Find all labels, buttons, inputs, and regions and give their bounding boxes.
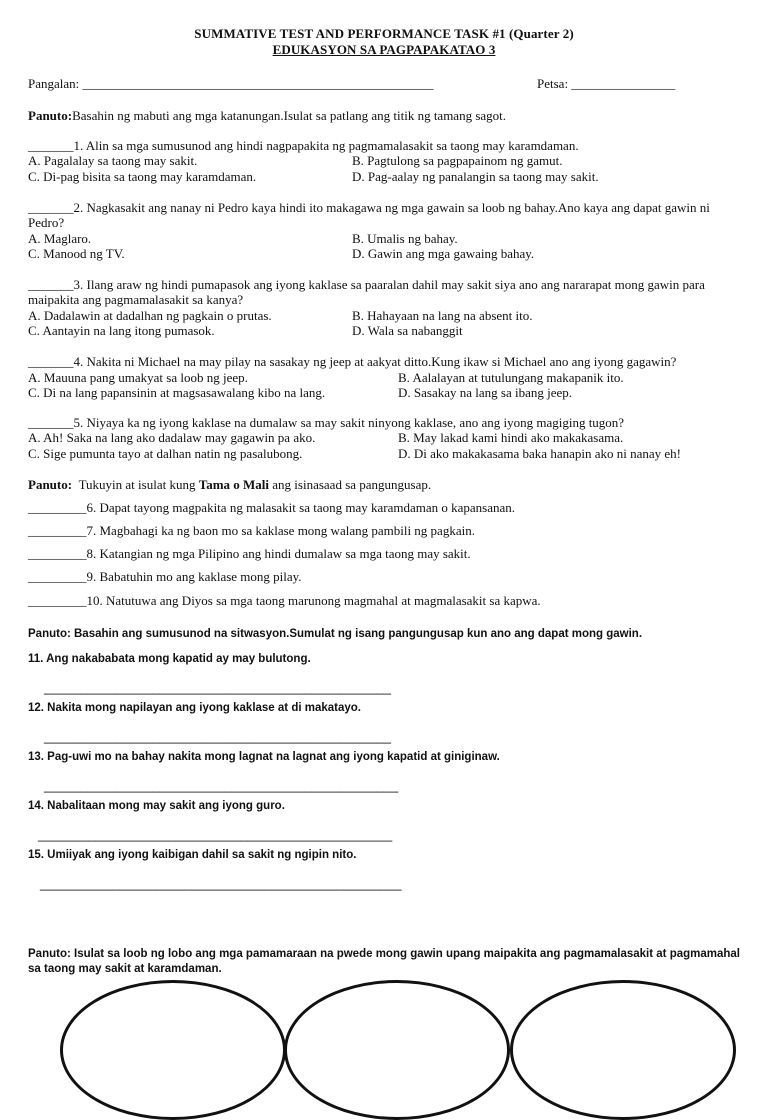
answer-line-12[interactable]: ________________________________________________: [44, 729, 392, 744]
question-3-choice-a[interactable]: A. Dadalawin at dadalhan ng pagkain o prutas.: [28, 308, 272, 323]
name-field[interactable]: Pangalan: ______________________________________________________: [28, 76, 434, 91]
situation-11: 11. Ang nakababata mong kapatid ay may bulutong.: [28, 653, 311, 665]
date-field[interactable]: Petsa: ________________: [537, 76, 676, 91]
part2-instruction: [28, 477, 431, 493]
answer-line-13[interactable]: _________________________________________________: [44, 778, 399, 793]
tama-mali-item-7: _________7. Magbahagi ka ng baon mo sa kaklase mong walang pambili ng pagkain.: [28, 523, 475, 538]
instruction-label: Panuto:: [28, 477, 73, 492]
question-1-choice-a[interactable]: A. Pagalalay sa taong may sakit.: [28, 153, 198, 168]
question-5-choice-b[interactable]: B. May lakad kami hindi ako makakasama.: [398, 430, 624, 445]
situation-12: 12. Nakita mong napilayan ang iyong kaklase at di makatayo.: [28, 702, 361, 714]
question-2-choice-d[interactable]: D. Gawin ang mga gawaing bahay.: [352, 246, 535, 261]
instruction-text: Isulat sa loob ng lobo ang mga pamamaraan na pwede mong gawin upang maipakita ang pagmamalasakit at pagmamahal sa taong may sakit at karamdaman.: [28, 948, 740, 975]
question-5-stem: _______5. Niyaya ka ng iyong kaklase na dumalaw sa may sakit ninyong kaklase, ano ang iyong magiging tugon?: [28, 415, 625, 430]
answer-line-11[interactable]: ________________________________________________: [44, 680, 392, 695]
question-3-stem: _______3. Ilang araw ng hindi pumapasok ang iyong kaklase sa paaralan dahil may sakit siya ano ang nararapat mong gawin para maipakita ang pagmamalasakit sa kanya?: [28, 277, 705, 307]
part3-instruction: Panuto: Basahin ang sumusunod na sitwasyon.Sumulat ng isang pangungusap kun ano ang dapat mong gawin.: [28, 628, 643, 640]
instruction-text: Basahin ng mabuti ang mga katanungan.Isulat sa patlang ang titik ng tamang sagot.: [72, 108, 507, 123]
question-2-choice-b[interactable]: B. Umalis ng bahay.: [352, 231, 458, 246]
question-4-choice-d[interactable]: D. Sasakay na lang sa ibang jeep.: [398, 385, 573, 400]
situation-14: 14. Nabalitaan mong may sakit ang iyong guro.: [28, 800, 285, 812]
tama-mali-item-6: _________6. Dapat tayong magpakita ng malasakit sa taong may karamdaman o kapansanan.: [28, 500, 515, 515]
question-1-stem: _______1. Alin sa mga sumusunod ang hindi nagpapakita ng pagmamalasakit sa taong may karamdaman.: [28, 138, 579, 153]
question-3-choice-c[interactable]: C. Aantayin na lang itong pumasok.: [28, 323, 215, 338]
instruction-label: Panuto:: [28, 108, 73, 123]
situation-13: 13. Pag-uwi mo na bahay nakita mong lagnat na lagnat ang iyong kapatid at giniginaw.: [28, 751, 500, 763]
question-2-choice-c[interactable]: C. Manood ng TV.: [28, 246, 125, 261]
question-3-choice-d[interactable]: D. Wala sa nabanggit: [352, 323, 463, 338]
question-4-stem: _______4. Nakita ni Michael na may pilay na sasakay ng jeep at aakyat ditto.Kung ikaw si Michael ano ang iyong gagawin?: [28, 354, 677, 369]
answer-line-14[interactable]: _________________________________________________: [38, 827, 393, 842]
instruction-text-pre: Tukuyin at isulat kung: [78, 477, 196, 492]
instruction-label: Panuto:: [28, 948, 71, 960]
balloon-3[interactable]: [510, 980, 736, 1120]
question-2-choice-a[interactable]: A. Maglaro.: [28, 231, 92, 246]
instruction-emphasis: Tama o Mali: [198, 477, 270, 492]
balloon-2[interactable]: [284, 980, 510, 1120]
question-5-choice-a[interactable]: A. Ah! Saka na lang ako dadalaw may gagawin pa ako.: [28, 430, 316, 445]
situation-15: 15. Umiiyak ang iyong kaibigan dahil sa sakit ng ngipin nito.: [28, 849, 357, 861]
tama-mali-item-8: _________8. Katangian ng mga Pilipino ang hindi dumalaw sa mga taong may sakit.: [28, 546, 471, 561]
subject-title: EDUKASYON SA PAGPAPAKATAO 3: [272, 42, 496, 57]
question-5-choice-d[interactable]: D. Di ako makakasama baka hanapin ako ni nanay eh!: [398, 446, 682, 461]
question-5-choice-c[interactable]: C. Sige pumunta tayo at dalhan natin ng pasalubong.: [28, 446, 303, 461]
part1-instruction: [28, 108, 506, 124]
question-2-stem: _______2. Nagkasakit ang nanay ni Pedro kaya hindi ito makagawa ng mga gawain sa loob ng bahay.Ano kaya ang dapat gawin ni Pedro?: [28, 200, 710, 230]
question-1-choice-c[interactable]: C. Di-pag bisita sa taong may karamdaman.: [28, 169, 257, 184]
question-1-choice-d[interactable]: D. Pag-aalay ng panalangin sa taong may sakit.: [352, 169, 599, 184]
answer-line-15[interactable]: __________________________________________________: [40, 876, 402, 891]
question-3-choice-b[interactable]: B. Hahayaan na lang na absent ito.: [352, 308, 533, 323]
question-1-choice-b[interactable]: B. Pagtulong sa pagpapainom ng gamut.: [352, 153, 563, 168]
question-4-choice-a[interactable]: A. Mauuna pang umakyat sa loob ng jeep.: [28, 370, 248, 385]
test-title: SUMMATIVE TEST AND PERFORMANCE TASK #1 (Quarter 2): [194, 26, 574, 41]
balloon-1[interactable]: [60, 980, 286, 1120]
tama-mali-item-10: _________10. Natutuwa ang Diyos sa mga taong marunong magmahal at magmalasakit sa kapwa.: [28, 593, 541, 608]
instruction-text-post: ang isinasaad sa pangungusap.: [272, 477, 432, 492]
question-4-choice-b[interactable]: B. Aalalayan at tutulungang makapanik ito.: [398, 370, 624, 385]
tama-mali-item-9: _________9. Babatuhin mo ang kaklase mong pilay.: [28, 569, 302, 584]
part4-instruction: [28, 947, 740, 977]
question-4-choice-c[interactable]: C. Di na lang papansinin at magsasawalang kibo na lang.: [28, 385, 326, 400]
